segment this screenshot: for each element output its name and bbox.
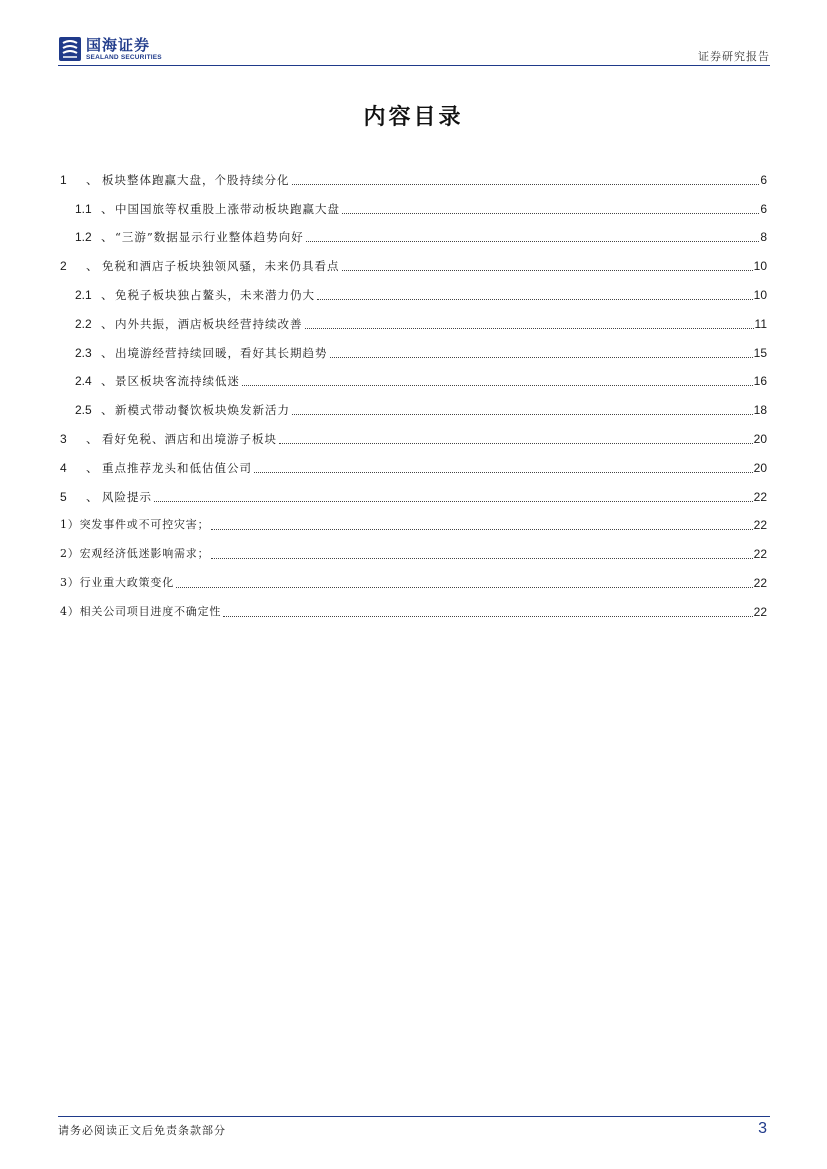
toc-entry-separator: 、: [101, 201, 114, 216]
toc-entry-number: 4: [60, 460, 67, 475]
toc-dot-leader: [176, 586, 753, 588]
disclaimer-notice: 请务必阅读正文后免责条款部分: [58, 1124, 226, 1137]
toc-entry-label: 出境游经营持续回暖，看好其长期趋势: [115, 345, 328, 360]
toc-entry-page: 8: [760, 230, 767, 245]
toc-entry[interactable]: [60, 245, 767, 274]
toc-entry-number: 1: [60, 172, 67, 187]
toc-dot-leader: [211, 528, 752, 530]
toc-entry-number: 1.2: [75, 230, 92, 245]
toc-entry-separator: 、: [101, 316, 114, 331]
toc-entry[interactable]: [60, 505, 767, 534]
toc-dot-leader: [154, 500, 753, 502]
toc-entry-number: 2.5: [75, 403, 92, 418]
toc-entry-page: 10: [753, 287, 767, 302]
toc-entry-number: 2.2: [75, 316, 92, 331]
toc-entry-page: 22: [753, 604, 767, 619]
toc-entry-page: 11: [754, 316, 767, 331]
toc-entry-separator: 、: [101, 403, 114, 418]
toc-dot-leader: [292, 183, 760, 185]
toc-entry[interactable]: [60, 591, 767, 620]
toc-entry-number: 1.1: [75, 201, 92, 216]
toc-entry-page: 18: [753, 403, 767, 418]
toc-entry-separator: 、: [101, 230, 114, 245]
toc-dot-leader: [342, 269, 753, 271]
toc-entry-page: 6: [760, 172, 767, 187]
toc-entry[interactable]: [60, 361, 767, 390]
toc-entry-number: 3: [60, 431, 67, 446]
toc-entry-label: 2）宏观经济低迷影响需求；: [60, 547, 210, 561]
toc-entry-separator: 、: [86, 259, 99, 274]
toc-dot-leader: [223, 615, 752, 617]
toc-entry-label: 看好免税、酒店和出境游子板块: [102, 431, 277, 446]
toc-entry-label: 重点推荐龙头和低估值公司: [102, 460, 252, 475]
footer-divider: [58, 1116, 770, 1117]
toc-entry[interactable]: [60, 533, 767, 562]
toc-entry-label: 免税子板块独占鳌头，未来潜力仍大: [115, 287, 315, 302]
toc-entry[interactable]: [60, 389, 767, 418]
page-header: [58, 34, 770, 66]
toc-entry-page: 20: [753, 460, 767, 475]
toc-entry-label: 新模式带动餐饮板块焕发新活力: [115, 403, 290, 418]
logo-chinese-name: 国海证券: [86, 35, 151, 54]
toc-entry-page: 16: [753, 374, 767, 389]
toc-entry[interactable]: [60, 476, 767, 505]
toc-entry[interactable]: [60, 332, 767, 361]
toc-entry-label: 3）行业重大政策变化: [60, 575, 174, 589]
toc-entry-separator: 、: [101, 345, 114, 360]
toc-entry-page: 10: [753, 259, 767, 274]
toc-entry[interactable]: [60, 303, 767, 332]
toc-dot-leader: [305, 327, 754, 329]
toc-dot-leader: [306, 240, 760, 242]
toc-dot-leader: [242, 384, 753, 386]
toc-entry-label: 免税和酒店子板块独领风骚，未来仍具看点: [102, 259, 340, 274]
toc-entry-label: 内外共振，酒店板块经营持续改善: [115, 316, 303, 331]
toc-entry-separator: 、: [86, 489, 99, 504]
toc-entry-number: 2.4: [75, 374, 92, 389]
toc-entry-number: 2.1: [75, 287, 92, 302]
toc-entry-number: 2.3: [75, 345, 92, 360]
toc-dot-leader: [292, 413, 753, 415]
toc-entry-page: 6: [760, 201, 767, 216]
toc-entry-number: 5: [60, 489, 67, 504]
company-logo: [58, 34, 162, 64]
toc-entry-label: 1）突发事件或不可控灾害；: [60, 518, 210, 532]
toc-entry-separator: 、: [101, 374, 114, 389]
toc-entry-page: 22: [753, 547, 767, 562]
toc-entry[interactable]: [60, 188, 767, 217]
toc-entry-page: 22: [753, 575, 767, 590]
toc-entry[interactable]: [60, 418, 767, 447]
toc-entry[interactable]: [60, 447, 767, 476]
toc-dot-leader: [254, 471, 753, 473]
toc-entry-label: 4）相关公司项目进度不确定性: [60, 604, 222, 618]
toc-entry-label: 景区板块客流持续低迷: [115, 374, 240, 389]
toc-entry[interactable]: [60, 274, 767, 303]
toc-dot-leader: [330, 356, 753, 358]
table-of-contents: [60, 159, 767, 620]
toc-entry[interactable]: [60, 217, 767, 246]
toc-entry-page: 20: [753, 431, 767, 446]
sealand-logo-icon: [58, 36, 82, 62]
toc-title: 内容目录: [363, 104, 464, 130]
toc-dot-leader: [342, 212, 759, 214]
page-number: 3: [758, 1120, 767, 1137]
toc-dot-leader: [211, 557, 752, 559]
toc-entry-page: 15: [753, 345, 767, 360]
toc-entry-label: 中国国旅等权重股上涨带动板块跑赢大盘: [115, 201, 340, 216]
toc-entry[interactable]: [60, 159, 767, 188]
report-type-label: 证券研究报告: [698, 50, 770, 63]
header-divider: [58, 65, 770, 66]
toc-entry-separator: 、: [101, 287, 114, 302]
toc-entry-label: 板块整体跑赢大盘，个股持续分化: [102, 172, 290, 187]
toc-entry-separator: 、: [86, 431, 99, 446]
toc-entry-page: 22: [753, 518, 767, 533]
toc-entry-separator: 、: [86, 460, 99, 475]
toc-entry-number: 2: [60, 259, 67, 274]
toc-entry-label: “三游”数据显示行业整体趋势向好: [115, 230, 304, 245]
toc-entry-separator: 、: [86, 172, 99, 187]
toc-entry[interactable]: [60, 562, 767, 591]
toc-entry-label: 风险提示: [102, 489, 152, 504]
logo-english-name: SEALAND SECURITIES: [86, 53, 162, 61]
toc-dot-leader: [279, 442, 753, 444]
toc-entry-page: 22: [753, 489, 767, 504]
toc-dot-leader: [317, 298, 753, 300]
